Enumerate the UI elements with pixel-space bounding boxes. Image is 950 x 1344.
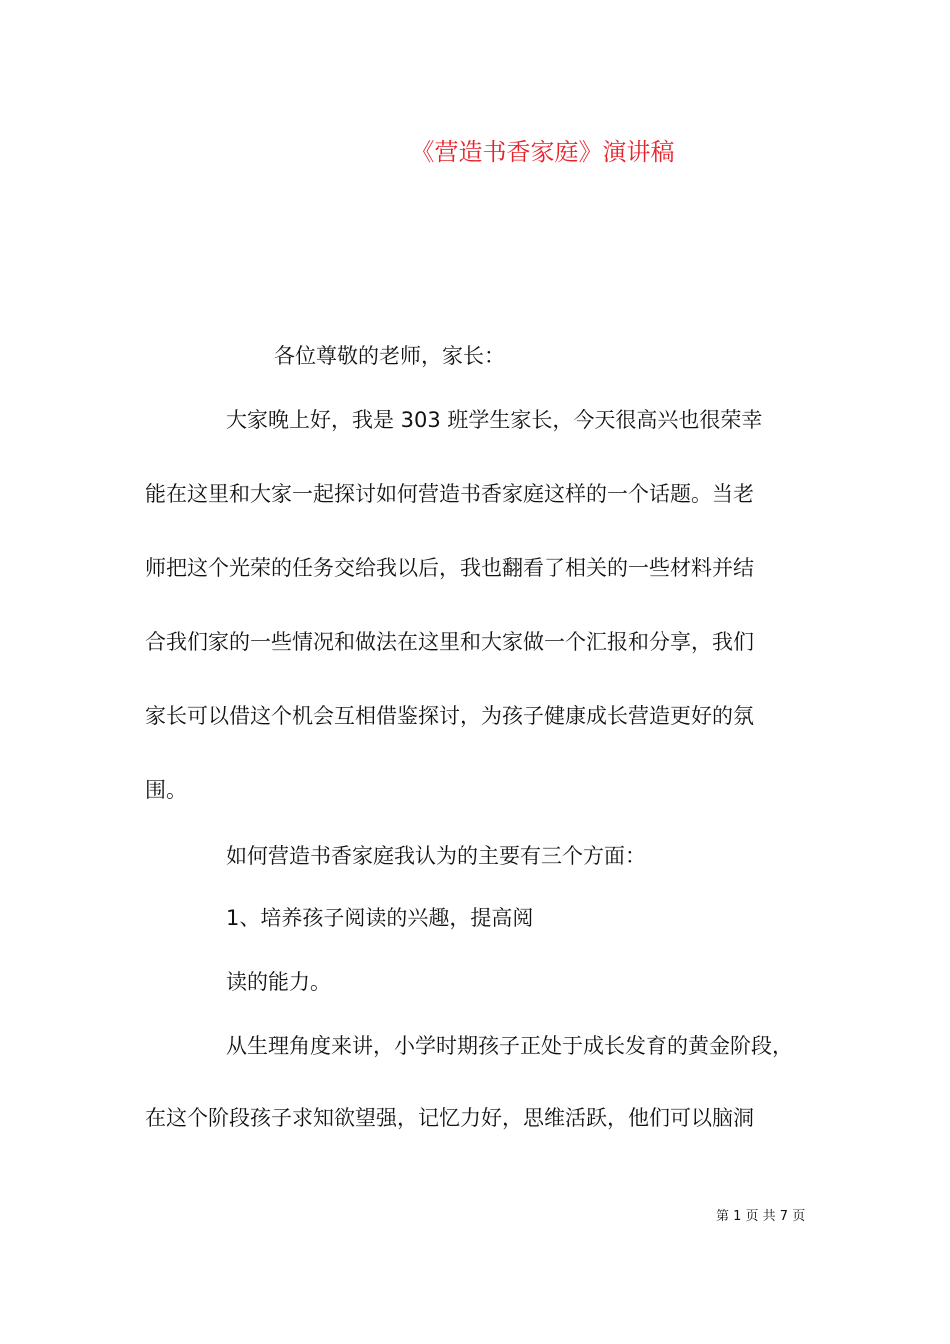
- paragraph-line: 围。: [145, 778, 187, 802]
- list-item-line: 1、培养孩子阅读的兴趣，提高阅: [226, 906, 534, 930]
- paragraph-line: 在这个阶段孩子求知欲望强，记忆力好，思维活跃，他们可以脑洞: [145, 1106, 754, 1130]
- paragraph-line: 从生理角度来讲，小学时期孩子正处于成长发育的黄金阶段，: [226, 1034, 793, 1058]
- paragraph-line: 如何营造书香家庭我认为的主要有三个方面：: [226, 844, 646, 868]
- paragraph-line: 师把这个光荣的任务交给我以后，我也翻看了相关的一些材料并结: [145, 556, 754, 580]
- salutation-line: 各位尊敬的老师，家长：: [274, 344, 505, 368]
- page-number-footer: 第 1 页 共 7 页: [716, 1209, 806, 1224]
- paragraph-line: 合我们家的一些情况和做法在这里和大家做一个汇报和分享，我们: [145, 630, 754, 654]
- paragraph-line: 能在这里和大家一起探讨如何营造书香家庭这样的一个话题。当老: [145, 482, 754, 506]
- paragraph-line: 家长可以借这个机会互相借鉴探讨，为孩子健康成长营造更好的氛: [145, 704, 754, 728]
- paragraph-line: 大家晚上好，我是 303 班学生家长，今天很高兴也很荣幸: [226, 408, 763, 432]
- document-title: 《营造书香家庭》演讲稿: [410, 138, 675, 166]
- list-item-line: 读的能力。: [226, 970, 331, 994]
